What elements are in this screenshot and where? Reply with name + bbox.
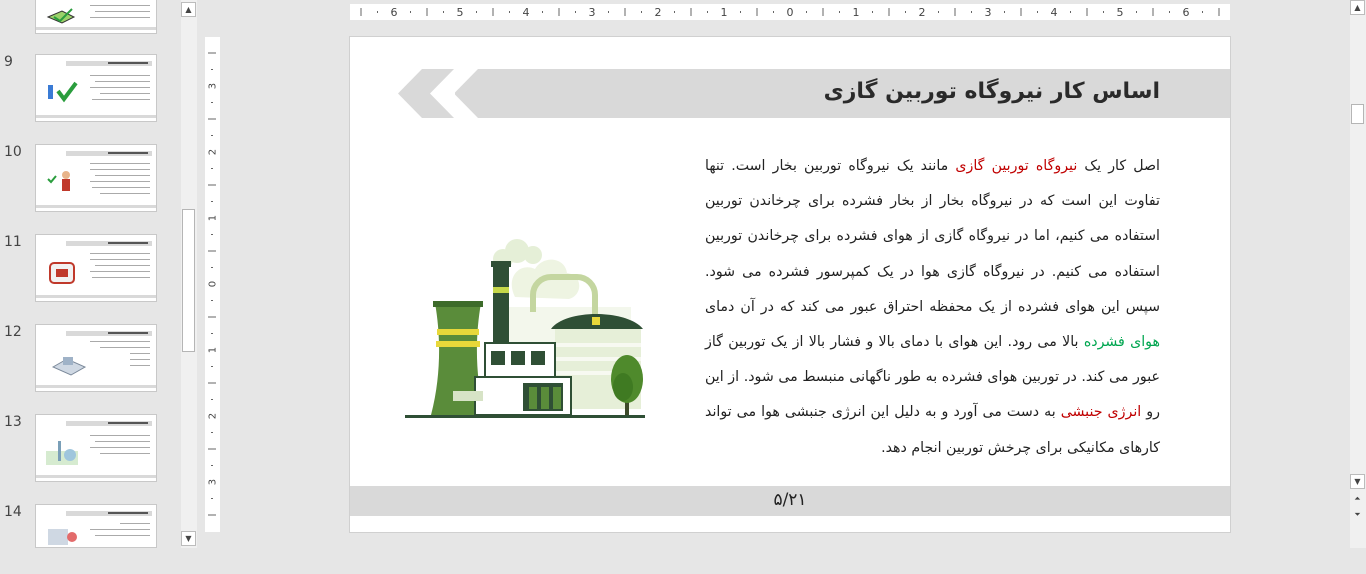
ruler-label: 2 xyxy=(918,6,926,19)
thumbnail-image xyxy=(35,414,157,482)
ruler-label: 6 xyxy=(390,6,398,19)
ruler-label: 4 xyxy=(1050,6,1058,19)
ruler-label: 2 xyxy=(207,148,219,156)
ruler-label: 1 xyxy=(852,6,860,19)
thumbnail-image xyxy=(35,54,157,122)
ruler-label: 5 xyxy=(1116,6,1124,19)
horizontal-ruler xyxy=(350,4,1230,20)
slide-thumbnail-12[interactable] xyxy=(0,324,170,394)
slide-number: 14 xyxy=(4,504,22,520)
body-text: به دست می آورد و به دلیل این انرژی جنبشی هوا می تواند کارهای مکانیکی برای چرخش توربین انجام دهد. xyxy=(705,404,1160,456)
slide-title[interactable]: اساس کار نیروگاه توربین گازی xyxy=(823,79,1160,104)
ruler-label: 3 xyxy=(207,478,219,486)
ruler-label: 1 xyxy=(720,6,728,19)
slide-body-text[interactable] xyxy=(705,149,1160,466)
highlight-compressed-air: هوای فشرده xyxy=(1083,334,1160,351)
body-text: بالا می رود. این هوای با دمای بالا و فشار بالا از یک توربین گاز عبور می کند. در توربین هوای فشرده به طور ناگهانی منبسط می شود. از این رو xyxy=(705,334,1160,421)
slide-canvas[interactable] xyxy=(350,37,1230,532)
thumbnail-image xyxy=(35,0,157,34)
thumbnail-image xyxy=(35,324,157,392)
thumbnail-image xyxy=(35,504,157,548)
triangle-up-icon[interactable]: ▲ xyxy=(181,2,196,17)
body-text: اصل کار یک xyxy=(1077,158,1161,174)
ruler-label: 3 xyxy=(984,6,992,19)
scrollbar-thumb[interactable] xyxy=(1351,104,1364,124)
ruler-label: 2 xyxy=(207,412,219,420)
ruler-label: 3 xyxy=(588,6,596,19)
ruler-label: 2 xyxy=(654,6,662,19)
ruler-label: 6 xyxy=(1182,6,1190,19)
vertical-ruler xyxy=(205,37,220,532)
double-down-icon[interactable]: ⏷ xyxy=(1354,510,1361,519)
slide-thumbnail-11[interactable] xyxy=(0,234,170,304)
editor-scrollbar[interactable] xyxy=(1350,0,1366,548)
triangle-up-icon[interactable]: ▲ xyxy=(1350,0,1365,15)
ruler-label: 1 xyxy=(207,346,219,354)
ruler-label: 0 xyxy=(786,6,794,19)
slide-number: 9 xyxy=(4,54,13,70)
double-up-icon[interactable]: ⏶ xyxy=(1354,494,1361,503)
slide-thumbnail-10[interactable] xyxy=(0,144,170,214)
ruler-label: 4 xyxy=(522,6,530,19)
power-plant-illustration xyxy=(405,217,650,447)
triangle-down-icon[interactable]: ▼ xyxy=(1350,474,1365,489)
slide-thumbnail-14[interactable] xyxy=(0,504,170,574)
ruler-label: 0 xyxy=(207,280,219,288)
highlight-gas-turbine-plant: نیروگاه توربین گازی xyxy=(955,158,1078,174)
scrollbar-thumb[interactable] xyxy=(182,209,195,352)
slide-number: 12 xyxy=(4,324,22,340)
page-number[interactable]: ۵/۲۱ xyxy=(773,490,807,510)
ruler-label: 1 xyxy=(207,214,219,222)
thumbnail-image xyxy=(35,144,157,212)
slide-number: 10 xyxy=(4,144,22,160)
thumbnail-image xyxy=(35,234,157,302)
triangle-down-icon[interactable]: ▼ xyxy=(181,531,196,546)
slide-number: 13 xyxy=(4,414,22,430)
body-text: مانند یک نیروگاه توربین بخار است. تنها تفاوت این است که در نیروگاه بخار از بخار فشرده برای چرخاندن توربین استفاده می کنیم، اما در نیروگاه گازی از هوای فشرده برای چرخاندن توربین استفاده می کنیم. در نیروگاه گازی هوا در یک کمپرسور فشرده می شود. سپس این هوای فشرده از یک محفظه احتراق عبور می کند که در آن دمای xyxy=(705,158,1160,315)
slide-thumbnail-pane[interactable] xyxy=(0,0,200,548)
highlight-kinetic-energy: انرژی جنبشی xyxy=(1060,404,1142,421)
thumbnail-scrollbar[interactable] xyxy=(181,0,197,548)
ruler-label: 3 xyxy=(207,82,219,90)
slide-thumbnail-8[interactable] xyxy=(0,0,170,36)
ruler-label: 5 xyxy=(456,6,464,19)
slide-thumbnail-9[interactable] xyxy=(0,54,170,124)
slide-number: 11 xyxy=(4,234,22,250)
slide-thumbnail-13[interactable] xyxy=(0,414,170,484)
chevron-arrows-icon xyxy=(398,69,478,118)
